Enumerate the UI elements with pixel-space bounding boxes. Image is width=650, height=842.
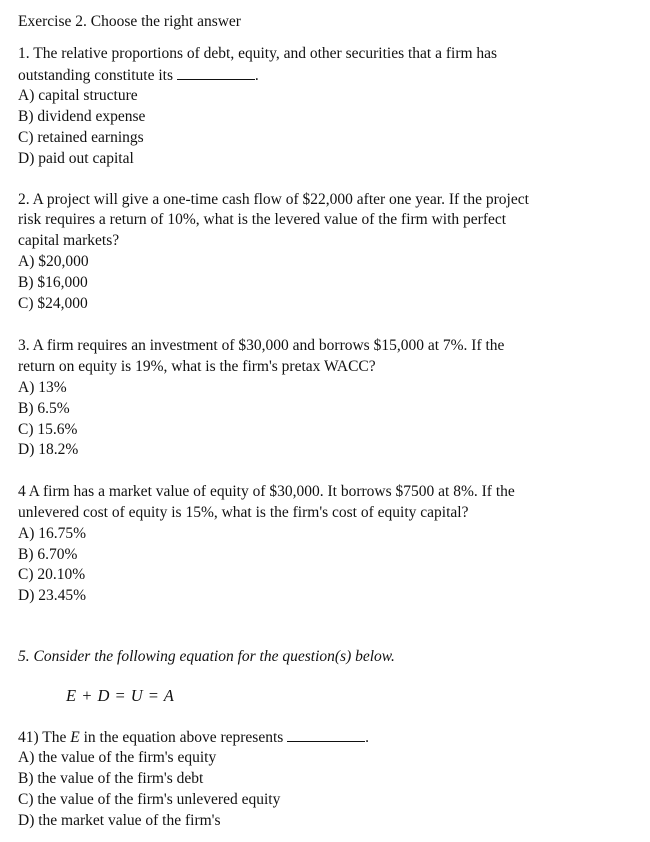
- exercise-heading: Exercise 2. Choose the right answer: [18, 13, 241, 30]
- question-3-option-b: B) 6.5%: [18, 399, 70, 417]
- question-2-option-a: A) $20,000: [18, 252, 89, 270]
- question-3-stem-line-2: return on equity is 19%, what is the firm's pretax WACC?: [18, 358, 376, 376]
- question-2-stem-line-2: risk requires a return of 10%, what is the levered value of the firm with perfect: [18, 211, 507, 229]
- question-4-option-b: B) 6.70%: [18, 545, 78, 563]
- question-4: [18, 482, 628, 607]
- question-1: [18, 44, 628, 170]
- question-41-option-a: A) the value of the firm's equity: [18, 749, 217, 767]
- question-41-blank-suffix: .: [365, 728, 370, 746]
- question-41-option-d: D) the market value of the firm's: [18, 811, 221, 829]
- question-2-option-c: C) $24,000: [18, 294, 88, 312]
- question-1-stem-line-2: [18, 65, 628, 87]
- question-41-stem: [18, 727, 628, 749]
- equation: E + D = U = A: [66, 685, 175, 705]
- question-1-blank-suffix: .: [254, 66, 259, 84]
- question-4-stem-line-2: unlevered cost of equity is 15%, what is the firm's cost of equity capital?: [18, 503, 469, 521]
- question-3: [18, 336, 628, 461]
- question-4-stem-line-1: 4 A firm has a market value of equity of $30,000. It borrows $7500 at 8%. If the: [18, 483, 515, 501]
- question-1-option-a: A) capital structure: [18, 87, 138, 105]
- spacer: [18, 668, 628, 686]
- question-2-stem-line-1: 2. A project will give a one-time cash flow of $22,000 after one year. If the project: [18, 190, 529, 208]
- spacer: [18, 707, 628, 727]
- question-41-answer-blank: [287, 727, 365, 742]
- question-1-option-d: D) paid out capital: [18, 149, 134, 167]
- question-41-stem-suffix: in the equation above represents: [79, 728, 288, 746]
- spacer: [18, 170, 628, 190]
- exercise-page: [18, 12, 628, 832]
- spacer: [18, 314, 628, 336]
- question-41-stem-prefix: 41) The: [18, 728, 71, 746]
- spacer: [18, 461, 628, 482]
- question-41-option-b: B) the value of the firm's debt: [18, 770, 204, 788]
- question-5-intro: 5. Consider the following equation for the question(s) below.: [18, 647, 395, 665]
- question-1-option-c: C) retained earnings: [18, 128, 144, 146]
- question-3-option-d: D) 18.2%: [18, 441, 79, 459]
- question-1-stem-text: outstanding constitute its: [18, 66, 173, 84]
- question-4-option-c: C) 20.10%: [18, 566, 86, 584]
- question-4-option-d: D) 23.45%: [18, 587, 87, 605]
- question-2: [18, 190, 628, 315]
- question-3-option-c: C) 15.6%: [18, 420, 78, 438]
- question-3-option-a: A) 13%: [18, 378, 67, 396]
- question-1-option-b: B) dividend expense: [18, 108, 146, 126]
- question-41-option-c: C) the value of the firm's unlevered equity: [18, 790, 281, 808]
- question-41-variable: E: [70, 728, 80, 746]
- spacer: [18, 607, 628, 647]
- question-2-option-b: B) $16,000: [18, 273, 88, 291]
- question-5: [18, 647, 628, 832]
- question-3-stem-line-1: 3. A firm requires an investment of $30,000 and borrows $15,000 at 7%. If the: [18, 337, 505, 355]
- question-1-stem-line-1: 1. The relative proportions of debt, equity, and other securities that a firm has: [18, 44, 498, 62]
- question-2-stem-line-3: capital markets?: [18, 232, 120, 250]
- question-4-option-a: A) 16.75%: [18, 524, 87, 542]
- question-1-answer-blank: [177, 65, 255, 80]
